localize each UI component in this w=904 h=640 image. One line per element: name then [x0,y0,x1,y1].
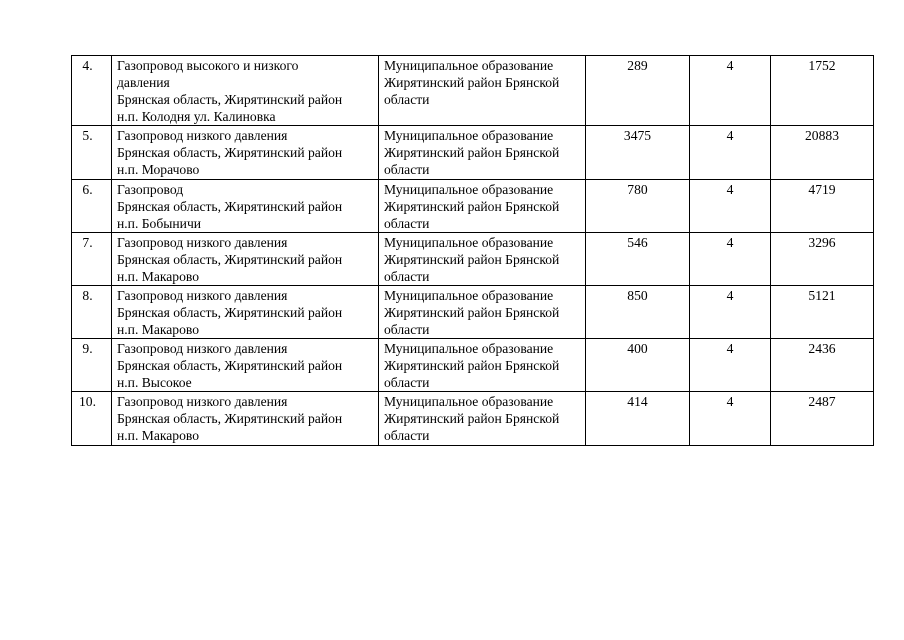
owner-line: Жирятинский район Брянской [384,358,560,373]
length-cell: 400 [586,339,690,392]
owner-line: области [384,322,430,337]
row-number: 7. [72,233,112,286]
owner-line: Жирятинский район Брянской [384,75,560,90]
value-cell-col5: 4 [690,180,771,233]
object-name-cell [112,180,379,233]
object-name-cell [112,392,379,446]
value-cell-col5: 4 [690,126,771,180]
value-cell-col5: 4 [690,339,771,392]
object-name-cell [112,233,379,286]
owner-line: области [384,92,430,107]
object-name-line: Газопровод низкого давления [117,235,288,250]
owner-line: области [384,269,430,284]
owner-cell [379,286,586,339]
object-name-line: н.п. Макарово [117,269,200,284]
object-name-cell [112,56,379,126]
row-number: 6. [72,180,112,233]
owner-line: Жирятинский район Брянской [384,145,560,160]
object-name-line: Брянская область, Жирятинский район [117,305,343,320]
value-cell-col5: 4 [690,233,771,286]
value-cell-col6: 2436 [771,339,874,392]
row-number: 5. [72,126,112,180]
owner-line: Жирятинский район Брянской [384,305,560,320]
table-row [72,392,874,446]
value-cell-col6: 2487 [771,392,874,446]
owner-line: области [384,375,430,390]
length-cell: 3475 [586,126,690,180]
value-cell-col5: 4 [690,392,771,446]
value-cell-col5: 4 [690,286,771,339]
object-name-line: Брянская область, Жирятинский район [117,358,343,373]
object-name-line: н.п. Высокое [117,375,192,390]
value-cell-col6: 4719 [771,180,874,233]
owner-line: Муниципальное образование [384,235,554,250]
owner-cell [379,180,586,233]
object-name-line: н.п. Колодня ул. Калиновка [117,109,276,124]
value-cell-col6: 3296 [771,233,874,286]
value-cell-col6: 20883 [771,126,874,180]
table-row [72,126,874,180]
owner-line: Муниципальное образование [384,58,554,73]
owner-line: области [384,216,430,231]
value-cell-col6: 5121 [771,286,874,339]
row-number: 9. [72,339,112,392]
object-name-line: н.п. Морачово [117,162,200,177]
table-row [72,286,874,339]
owner-line: Жирятинский район Брянской [384,252,560,267]
gas-pipelines-table [71,55,874,446]
object-name-line: Газопровод низкого давления [117,341,288,356]
object-name-line: н.п. Макарово [117,428,200,443]
row-number: 8. [72,286,112,339]
owner-cell [379,392,586,446]
value-cell-col5: 4 [690,56,771,126]
object-name-line: Брянская область, Жирятинский район [117,411,343,426]
object-name-line: Газопровод низкого давления [117,394,288,409]
owner-cell [379,233,586,286]
object-name-line: Газопровод низкого давления [117,128,288,143]
object-name-line: Газопровод низкого давления [117,288,288,303]
value-cell-col6: 1752 [771,56,874,126]
object-name-line: н.п. Макарово [117,322,200,337]
owner-cell [379,126,586,180]
owner-line: области [384,428,430,443]
table-row [72,339,874,392]
length-cell: 289 [586,56,690,126]
object-name-line: Газопровод высокого и низкого [117,58,299,73]
object-name-cell [112,286,379,339]
table-row [72,56,874,126]
owner-cell [379,56,586,126]
owner-cell [379,339,586,392]
object-name-line: н.п. Бобыничи [117,216,202,231]
object-name-line: Брянская область, Жирятинский район [117,92,343,107]
length-cell: 546 [586,233,690,286]
owner-line: Муниципальное образование [384,182,554,197]
table-row [72,233,874,286]
owner-line: области [384,162,430,177]
owner-line: Жирятинский район Брянской [384,411,560,426]
object-name-cell [112,126,379,180]
object-name-cell [112,339,379,392]
owner-line: Жирятинский район Брянской [384,199,560,214]
object-name-line: давления [117,75,170,90]
owner-line: Муниципальное образование [384,394,554,409]
length-cell: 414 [586,392,690,446]
length-cell: 780 [586,180,690,233]
owner-line: Муниципальное образование [384,288,554,303]
owner-line: Муниципальное образование [384,341,554,356]
owner-line: Муниципальное образование [384,128,554,143]
object-name-line: Газопровод [117,182,184,197]
length-cell: 850 [586,286,690,339]
table-row [72,180,874,233]
table-body [72,56,874,446]
object-name-line: Брянская область, Жирятинский район [117,252,343,267]
object-name-line: Брянская область, Жирятинский район [117,199,343,214]
row-number: 10. [72,392,112,446]
row-number: 4. [72,56,112,126]
object-name-line: Брянская область, Жирятинский район [117,145,343,160]
